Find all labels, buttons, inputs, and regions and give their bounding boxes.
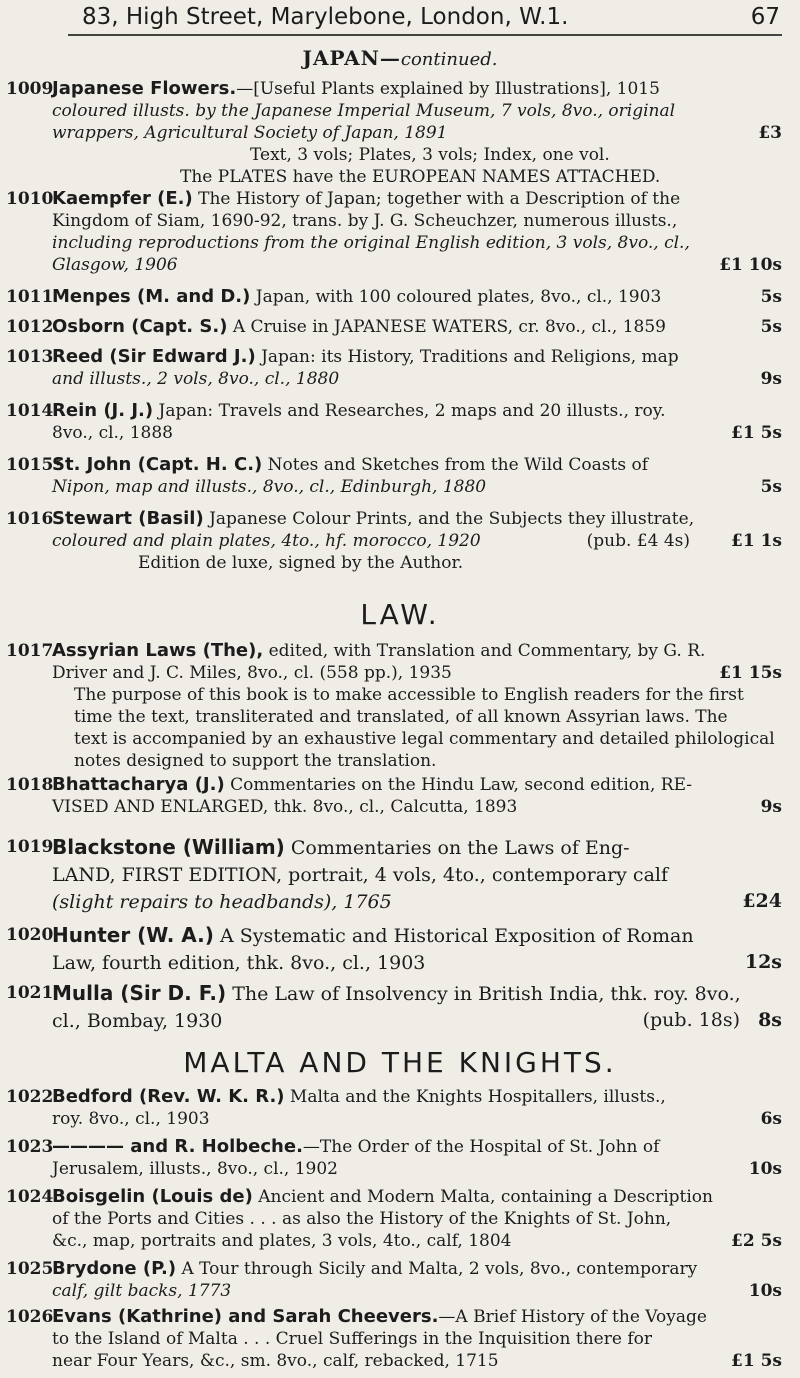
entry-price: 5s bbox=[760, 317, 782, 337]
entry-author: Rein (J. J.) bbox=[52, 400, 154, 421]
entry-body bbox=[52, 1258, 782, 1302]
entry-number: 1017 bbox=[6, 641, 54, 661]
entry-body bbox=[52, 1186, 782, 1252]
entry-author: St. John (Capt. H. C.) bbox=[52, 454, 263, 475]
entry-line: Driver and J. C. Miles, 8vo., cl. (558 pp.), 1935 bbox=[52, 663, 452, 683]
section-heading-japan bbox=[0, 46, 800, 70]
entry-body bbox=[52, 1306, 782, 1372]
entry-body bbox=[52, 454, 782, 498]
entry-number: 1016 bbox=[6, 509, 54, 529]
section-heading-malta: MALTA AND THE KNIGHTS. bbox=[183, 1046, 617, 1079]
entry-number: 1022 bbox=[6, 1087, 54, 1107]
entry-line: roy. 8vo., cl., 1903 bbox=[52, 1109, 210, 1129]
entry-number: 1019 bbox=[6, 837, 54, 857]
entry-note: Edition de luxe, signed by the Author. bbox=[138, 553, 464, 573]
entry-line: (slight repairs to headbands), 1765 bbox=[52, 891, 392, 913]
entry-line: The Law of Insolvency in British India, thk. roy. 8vo., bbox=[232, 983, 741, 1005]
entry-author: ———— and R. Holbeche. bbox=[52, 1136, 303, 1157]
entry-author: Bedford (Rev. W. K. R.) bbox=[52, 1086, 285, 1107]
entry-author: Japanese Flowers. bbox=[52, 78, 237, 99]
section-heading-continued: continued. bbox=[400, 49, 498, 70]
entry-line: Commentaries on the Laws of Eng- bbox=[290, 837, 630, 859]
entry-number: 1012 bbox=[6, 317, 54, 337]
entry-line: VISED AND ENLARGED, thk. 8vo., cl., Calcutta, 1893 bbox=[52, 797, 518, 817]
entry-line: calf, gilt backs, 1773 bbox=[52, 1281, 232, 1301]
entry-line: Notes and Sketches from the Wild Coasts of bbox=[267, 455, 649, 475]
entry-line: —A Brief History of the Voyage bbox=[438, 1307, 707, 1327]
page-number: 67 bbox=[750, 4, 780, 30]
entry-line: Malta and the Knights Hospitallers, illusts., bbox=[289, 1087, 666, 1107]
entry-note: time the text, transliterated and translated, of all known Assyrian laws. The bbox=[74, 707, 728, 727]
entry-price: £24 bbox=[742, 890, 782, 912]
entry-price: 9s bbox=[760, 369, 782, 389]
entry-note: notes designed to support the translation. bbox=[74, 751, 437, 771]
entry-line: coloured and plain plates, 4to., hf. morocco, 1920 bbox=[52, 531, 481, 551]
running-head-address: 83, High Street, Marylebone, London, W.1. bbox=[82, 4, 569, 30]
entry-number: 1013 bbox=[6, 347, 54, 367]
entry-author: Evans (Kathrine) and Sarah Cheevers. bbox=[52, 1306, 439, 1327]
entry-price: £1 1s bbox=[731, 531, 782, 551]
entry-number: 1010 bbox=[6, 189, 54, 209]
entry-author: Bhattacharya (J.) bbox=[52, 774, 225, 795]
entry-line: A Systematic and Historical Exposition of Roman bbox=[219, 925, 694, 947]
entry-note: text is accompanied by an exhaustive legal commentary and detailed philological bbox=[74, 729, 775, 749]
entry-body bbox=[52, 400, 782, 444]
entry-number: 1023 bbox=[6, 1137, 54, 1157]
entry-price: 6s bbox=[760, 1109, 782, 1129]
entry-author: Menpes (M. and D.) bbox=[52, 286, 251, 307]
entry-price: 12s bbox=[744, 951, 782, 973]
entry-number: 1025 bbox=[6, 1259, 54, 1279]
running-head bbox=[0, 0, 800, 36]
entry-author: Osborn (Capt. S.) bbox=[52, 316, 228, 337]
entry-author: Kaempfer (E.) bbox=[52, 188, 193, 209]
entry-number: 1009 bbox=[6, 79, 54, 99]
entry-line: coloured illusts. by the Japanese Imperial Museum, 7 vols, 8vo., original bbox=[52, 101, 676, 121]
entry-note: Text, 3 vols; Plates, 3 vols; Index, one vol. bbox=[250, 145, 610, 165]
entry-number: 1014 bbox=[6, 401, 54, 421]
entry-line: including reproductions from the original English edition, 3 vols, 8vo., cl., bbox=[52, 233, 690, 253]
entry-price: 10s bbox=[748, 1159, 782, 1179]
entry-price: 5s bbox=[760, 477, 782, 497]
entry-line: Jerusalem, illusts., 8vo., cl., 1902 bbox=[52, 1159, 338, 1179]
entry-body bbox=[52, 1086, 782, 1130]
entry-line: to the Island of Malta . . . Cruel Sufferings in the Inquisition there for bbox=[52, 1329, 652, 1349]
entry-line: Kingdom of Siam, 1690-92, trans. by J. G. Scheuchzer, numerous illusts., bbox=[52, 211, 678, 231]
entry-line: edited, with Translation and Commentary, by G. R. bbox=[268, 641, 706, 661]
entry-line: of the Ports and Cities . . . as also the History of the Knights of St. John, bbox=[52, 1209, 672, 1229]
entry-line: Nipon, map and illusts., 8vo., cl., Edinburgh, 1880 bbox=[52, 477, 487, 497]
entry-price: 5s bbox=[760, 287, 782, 307]
entry-body bbox=[52, 922, 782, 977]
entry-number: 1021 bbox=[6, 983, 54, 1003]
entry-line: and illusts., 2 vols, 8vo., cl., 1880 bbox=[52, 369, 340, 389]
header-rule bbox=[68, 34, 782, 36]
entry-author: Mulla (Sir D. F.) bbox=[52, 981, 227, 1005]
entry-body bbox=[52, 640, 782, 684]
entry-line: A Cruise in JAPANESE WATERS, cr. 8vo., cl., 1859 bbox=[232, 317, 666, 337]
entry-number: 1024 bbox=[6, 1187, 54, 1207]
entry-body bbox=[52, 346, 782, 390]
entry-body bbox=[52, 78, 782, 144]
entry-number: 1015* bbox=[6, 455, 63, 475]
entry-author: Boisgelin (Louis de) bbox=[52, 1186, 253, 1207]
entry-price: £1 10s bbox=[719, 255, 782, 275]
entry-line: 8vo., cl., 1888 bbox=[52, 423, 174, 443]
entry-price: £2 5s bbox=[731, 1231, 782, 1251]
entry-line: wrappers, Agricultural Society of Japan, 1891 bbox=[52, 123, 448, 143]
entry-publisher-price: (pub. 18s) bbox=[642, 1009, 740, 1031]
entry-note: The PLATES have the EUROPEAN NAMES ATTACHED. bbox=[180, 167, 661, 187]
entry-price: £1 15s bbox=[719, 663, 782, 683]
entry-number: 1026 bbox=[6, 1307, 54, 1327]
entry-price: 10s bbox=[748, 1281, 782, 1301]
entry-note: The purpose of this book is to make accessible to English readers for the first bbox=[74, 685, 744, 705]
entry-number: 1018 bbox=[6, 775, 54, 795]
entry-price: 9s bbox=[760, 797, 782, 817]
entry-line: A Tour through Sicily and Malta, 2 vols, 8vo., contemporary bbox=[181, 1259, 698, 1279]
entry-line: Commentaries on the Hindu Law, second edition, RE- bbox=[230, 775, 693, 795]
entry-body bbox=[52, 774, 782, 818]
entry-number: 1020 bbox=[6, 925, 54, 945]
entry-author: Stewart (Basil) bbox=[52, 508, 204, 529]
entry-line: The History of Japan; together with a Description of the bbox=[198, 189, 681, 209]
entry-body bbox=[52, 1136, 782, 1180]
entry-body bbox=[52, 834, 782, 916]
entry-line: Japan: Travels and Researches, 2 maps and 20 illusts., roy. bbox=[158, 401, 666, 421]
entry-line: &c., map, portraits and plates, 3 vols, 4to., calf, 1804 bbox=[52, 1231, 512, 1251]
entry-line: —The Order of the Hospital of St. John of bbox=[302, 1137, 660, 1157]
entry-price: 8s bbox=[758, 1009, 782, 1031]
entry-publisher-price: (pub. £4 4s) bbox=[586, 531, 690, 551]
entry-line: near Four Years, &c., sm. 8vo., calf, rebacked, 1715 bbox=[52, 1351, 499, 1371]
entry-line: Ancient and Modern Malta, containing a Description bbox=[258, 1187, 713, 1207]
entry-line: LAND, FIRST EDITION, portrait, 4 vols, 4to., contemporary calf bbox=[52, 864, 669, 886]
entry-body bbox=[52, 188, 782, 276]
entry-author: Reed (Sir Edward J.) bbox=[52, 346, 256, 367]
entry-line: Japan, with 100 coloured plates, 8vo., cl., 1903 bbox=[255, 287, 662, 307]
entry-line: Glasgow, 1906 bbox=[52, 255, 178, 275]
entry-price: £1 5s bbox=[731, 423, 782, 443]
entry-price: £1 5s bbox=[731, 1351, 782, 1371]
entry-body bbox=[52, 286, 782, 308]
entry-line: cl., Bombay, 1930 bbox=[52, 1010, 223, 1032]
entry-body bbox=[52, 316, 782, 338]
entry-line: —[Useful Plants explained by Illustrations], 1015 bbox=[236, 79, 660, 99]
entry-author: Blackstone (William) bbox=[52, 835, 285, 859]
entry-author: Assyrian Laws (The), bbox=[52, 640, 264, 661]
entry-line: Japanese Colour Prints, and the Subjects they illustrate, bbox=[209, 509, 695, 529]
entry-number: 1011 bbox=[6, 287, 54, 307]
section-heading-japan-title: JAPAN— bbox=[302, 46, 401, 70]
entry-line: Japan: its History, Traditions and Religions, map bbox=[261, 347, 679, 367]
entry-price: £3 bbox=[758, 123, 782, 143]
section-heading-law: LAW. bbox=[360, 598, 440, 631]
entry-line: Law, fourth edition, thk. 8vo., cl., 1903 bbox=[52, 952, 426, 974]
entry-author: Hunter (W. A.) bbox=[52, 923, 214, 947]
entry-author: Brydone (P.) bbox=[52, 1258, 177, 1279]
